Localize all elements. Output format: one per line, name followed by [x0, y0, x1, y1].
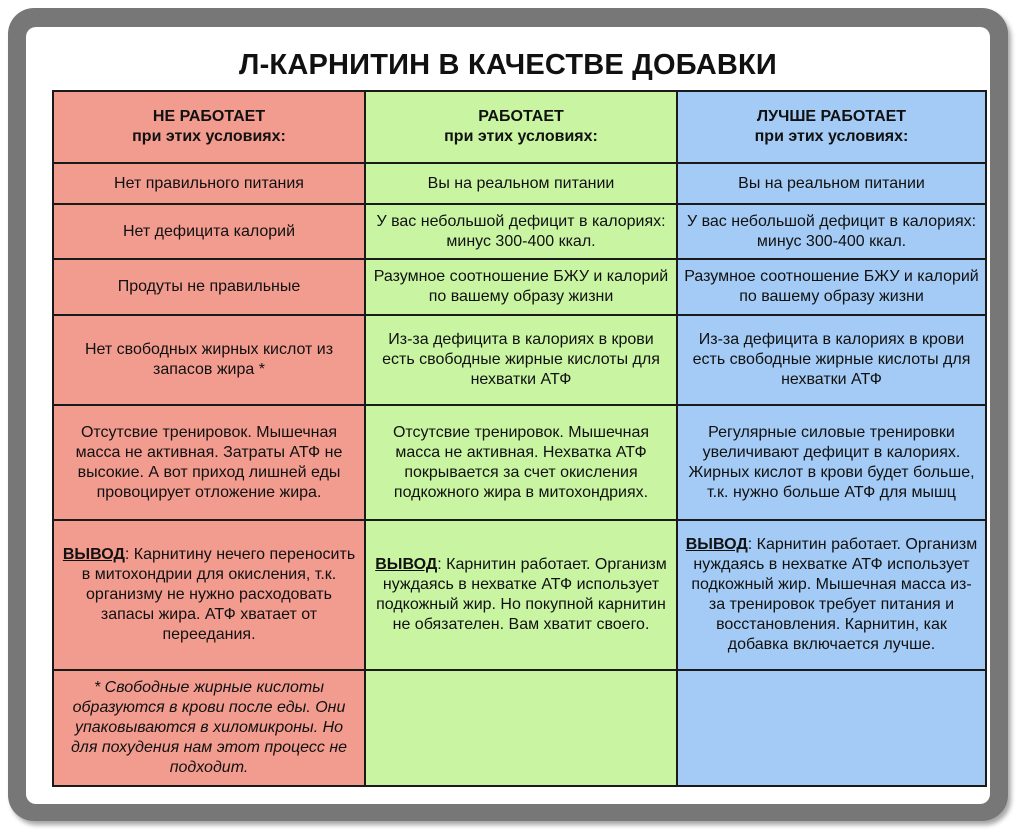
table-cell: Разумное соотношение БЖУ и калорий по вашему образу жизни: [365, 259, 677, 315]
comparison-table: [52, 90, 987, 787]
table-row: [53, 315, 986, 405]
table-cell: Вы на реальном питании: [365, 163, 677, 204]
table-cell: Разумное соотношение БЖУ и калорий по вашему образу жизни: [677, 259, 986, 315]
table-cell: Продуты не правильные: [53, 259, 365, 315]
table-cell: У вас небольшой дефицит в калориях: минус 300-400 ккал.: [677, 204, 986, 259]
table-cell: Нет правильного питания: [53, 163, 365, 204]
card-body: [26, 27, 990, 804]
empty-cell: [677, 670, 986, 786]
conclusion-cell: [365, 520, 677, 670]
conclusion-text: : Карнитин работает. Организм нуждаясь в нехватке АТФ использует подкожный жир. Мышечная масса из-за тренировок требует питания и восстановления. Карнитин, как добавка включается лучше.: [691, 536, 978, 653]
table-cell: Из-за дефицита в калориях в крови есть свободные жирные кислоты для нехватки АТФ: [677, 315, 986, 405]
table-cell: Нет свободных жирных кислот из запасов жира *: [53, 315, 365, 405]
column-header-not-works: НЕ РАБОТАЕТ при этих условиях:: [53, 91, 365, 163]
table-cell: Вы на реальном питании: [677, 163, 986, 204]
card-frame: [8, 8, 1008, 821]
column-header-works-better: ЛУЧШЕ РАБОТАЕТ при этих условиях:: [677, 91, 986, 163]
footnote: * Свободные жирные кислоты образуются в крови после еды. Они упаковываются в хиломикроны. Но для похудения нам этот процесс не подходит.: [53, 670, 365, 786]
empty-cell: [365, 670, 677, 786]
header-row: [53, 91, 986, 163]
conclusion-label: ВЫВОД: [685, 536, 748, 553]
table-cell: Отсутсвие тренировок. Мышечная масса не активная. Затраты АТФ не высокие. А вот приход лишней еды провоцирует отложение жира.: [53, 405, 365, 520]
conclusion-cell: [677, 520, 986, 670]
conclusion-cell: [53, 520, 365, 670]
conclusion-text: : Карнитин работает. Организм нуждаясь в нехватке АТФ использует подкожный жир. Но покупной карнитин не обязателен. Вам хватит своего.: [376, 556, 667, 633]
column-header-works: РАБОТАЕТ при этих условиях:: [365, 91, 677, 163]
table-cell: Отсутсвие тренировок. Мышечная масса не активная. Нехватка АТФ покрывается за счет окисления подкожного жира в митохондриях.: [365, 405, 677, 520]
table-row: [53, 163, 986, 204]
table-row: [53, 259, 986, 315]
conclusion-text: : Карнитину нечего переносить в митохондрии для окисления, т.к. организму не нужно расходовать запасы жира. АТФ хватает от переедания.: [81, 546, 356, 643]
conclusion-label: ВЫВОД: [62, 546, 125, 563]
page-title: Л-КАРНИТИН В КАЧЕСТВЕ ДОБАВКИ: [239, 49, 777, 81]
table-row: [53, 405, 986, 520]
footnote-row: [53, 670, 986, 786]
conclusion-label: ВЫВОД: [375, 556, 438, 573]
conclusion-row: [53, 520, 986, 670]
table-cell: Регулярные силовые тренировки увеличивают дефицит в калориях. Жирных кислот в крови будет больше, т.к. нужно больше АТФ для мышц: [677, 405, 986, 520]
table-row: [53, 204, 986, 259]
table-cell: У вас небольшой дефицит в калориях: минус 300-400 ккал.: [365, 204, 677, 259]
table-cell: Нет дефицита калорий: [53, 204, 365, 259]
table-cell: Из-за дефицита в калориях в крови есть свободные жирные кислоты для нехватки АТФ: [365, 315, 677, 405]
